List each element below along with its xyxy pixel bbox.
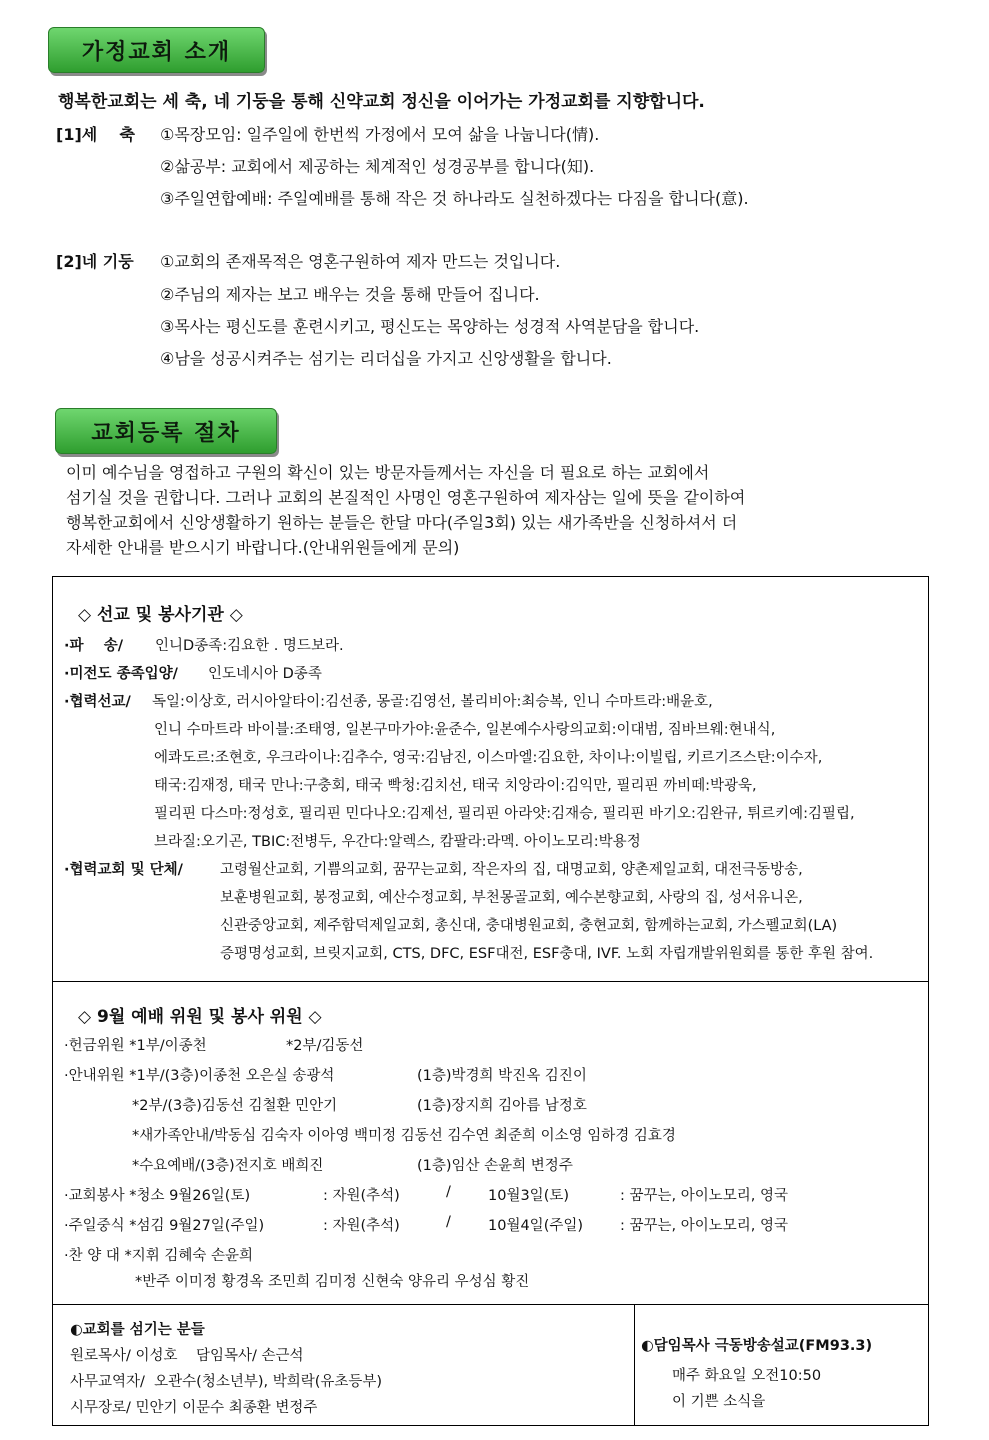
usher-line-2: (1층)박경희 박진옥 김진이 (417, 1068, 587, 1084)
pillar-item: ③목사는 평신도를 훈련시키고, 평신도는 목양하는 성경적 사역분담을 합니다. (160, 317, 700, 336)
church-line: 증평명성교회, 브릿지교회, CTS, DFC, ESF대전, ESF충대, IVF. 노회 자립개발위원회를 통한 후원 참여. (220, 946, 874, 962)
choir-line-2: *반주 이미정 황경옥 조민희 김미정 신현숙 양유리 우성심 황진 (135, 1274, 530, 1290)
axes-label: [1]세 축 (56, 125, 135, 144)
church-line: 고령월산교회, 기쁨의교회, 꿈꾸는교회, 작은자의 집, 대명교회, 양촌제일교회, 대전극동방송, (220, 862, 803, 878)
wednesday-line-2: (1층)임산 손윤희 변정주 (417, 1158, 573, 1174)
axis-item: ③주일연합예배: 주일예배를 통해 작은 것 하나라도 실천하겠다는 다짐을 합니다(意). (160, 189, 749, 208)
lunch-line-e: : 꿈꾸는, 아이노모리, 영국 (620, 1218, 789, 1234)
coop-line: 에콰도르:조현호, 우크라이나:김추수, 영국:김남진, 이스마엘:김요한, 차이나:이빌립, 키르기즈스탄:이수자, (154, 750, 823, 766)
worship-title: ◇ 9월 예배 위원 및 봉사 위원 ◇ (78, 1007, 322, 1027)
servants-row: 사무교역자/ 오관수(청소년부), 박희락(유초등부) (70, 1374, 383, 1390)
servants-title: ◐교회를 섬기는 분들 (70, 1322, 205, 1338)
offering-line: ·헌금위원 *1부/이종천 (64, 1038, 207, 1054)
mission-title: ◇ 선교 및 봉사기관 ◇ (78, 605, 243, 625)
box-divider (52, 1304, 929, 1305)
coop-line: 브라질:오기곤, TBIC:전병두, 우간다:알렉스, 캄팔라:라멕. 아이노모리:박용정 (154, 834, 641, 850)
cleaning-line-e: : 꿈꾸는, 아이노모리, 영국 (620, 1188, 789, 1204)
coop-line: 태국:김재정, 태국 만나:구충회, 태국 빡청:김치선, 태국 치앙라이:김익만, 필리핀 까비떼:박광욱, (154, 778, 757, 794)
cleaning-line-b: : 자원(추석) (323, 1188, 400, 1204)
registration-paragraph-line: 섬기실 것을 권합니다. 그러나 교회의 본질적인 사명인 영혼구원하여 제자삼는 일에 뜻을 같이하여 (66, 488, 746, 507)
pillars-label: [2]네 기둥 (56, 252, 134, 271)
registration-paragraph-line: 이미 예수님을 영접하고 구원의 확신이 있는 방문자들께서는 자신을 더 필요로 하는 교회에서 (66, 463, 710, 482)
box-divider (52, 981, 929, 982)
servants-row: 시무장로/ 민안기 이문수 최종환 변정주 (70, 1400, 318, 1416)
wednesday-line: *수요예배/(3층)전지호 배희진 (132, 1158, 324, 1174)
registration-paragraph-line: 행복한교회에서 신앙생활하기 원하는 분들은 한달 마다(주일3회) 있는 새가족반을 신청하셔서 더 (66, 513, 738, 532)
lunch-line-d: 10월4일(주일) (488, 1218, 584, 1234)
section-header-registration-label: 교회등록 절차 (91, 420, 241, 446)
usher-line: *2부/(3층)김동선 김철환 민안기 (132, 1098, 338, 1114)
choir-line: ·찬 양 대 *지휘 김혜숙 손윤희 (64, 1248, 253, 1264)
house-church-lead: 행복한교회는 세 축, 네 기둥을 통해 신약교회 정신을 이어가는 가정교회를 지향합니다. (58, 92, 705, 112)
axis-item: ①목장모임: 일주일에 한번씩 가정에서 모여 삶을 나눕니다(情). (160, 125, 600, 144)
church-line: 신관중앙교회, 제주함덕제일교회, 총신대, 충대병원교회, 충현교회, 함께하는교회, 가스펠교회(LA) (220, 918, 838, 934)
section-header-house-church (48, 27, 265, 73)
coop-line: 독일:이상호, 러시아알타이:김선종, 몽골:김영선, 볼리비아:최승복, 인니 수마트라:배윤호, (152, 694, 713, 710)
broadcast-time: 매주 화요일 오전10:50 (672, 1368, 822, 1384)
usher-line-2: (1층)장지희 김아름 남정호 (417, 1098, 587, 1114)
churches-label: ·협력교회 및 단체/ (64, 862, 183, 878)
pillar-item: ②주님의 제자는 보고 배우는 것을 통해 만들어 집니다. (160, 285, 540, 304)
offering-line-2: *2부/김동선 (286, 1038, 364, 1054)
lunch-line: ·주일중식 *섬김 9월27일(주일) (64, 1218, 265, 1234)
usher-line: ·안내위원 *1부/(3층)이종천 오은실 송광석 (64, 1068, 335, 1084)
cleaning-line-d: 10월3일(토) (488, 1188, 570, 1204)
cleaning-line-c: / (446, 1184, 451, 1200)
section-header-registration (55, 408, 277, 454)
broadcast-program: 이 기쁜 소식을 (672, 1394, 766, 1410)
axis-item: ②삶공부: 교회에서 제공하는 체계적인 성경공부를 합니다(知). (160, 157, 595, 176)
cleaning-line: ·교회봉사 *청소 9월26일(토) (64, 1188, 251, 1204)
unreached-value: 인도네시아 D종족 (208, 666, 322, 682)
church-line: 보훈병원교회, 봉정교회, 예산수정교회, 부천몽골교회, 예수본향교회, 사랑의 집, 성서유니온, (220, 890, 803, 906)
coop-line: 인니 수마트라 바이블:조태영, 일본구마가야:윤준수, 일본예수사랑의교회:이대범, 짐바브웨:현내식, (154, 722, 776, 738)
coop-line: 필리핀 다스마:정성호, 필리핀 민다나오:김제선, 필리핀 아라얏:김재승, 필리핀 바기오:김완규, 튀르키예:김필립, (154, 806, 855, 822)
pillar-item: ①교회의 존재목적은 영혼구원하여 제자 만드는 것입니다. (160, 252, 561, 271)
section-header-house-church-label: 가정교회 소개 (81, 39, 232, 65)
servants-row: 원로목사/ 이성호 담임목사/ 손근석 (70, 1348, 304, 1364)
pillar-item: ④남을 성공시켜주는 섬기는 리더십을 가지고 신앙생활을 합니다. (160, 349, 612, 368)
newcomer-line: *새가족안내/박동심 김숙자 이아영 백미정 김동선 김수연 최준희 이소영 임하경 김효경 (132, 1128, 676, 1144)
dispatch-value: 인니D종족:김요한 . 명드보라. (155, 638, 344, 654)
unreached-label: ·미전도 종족입양/ (64, 666, 178, 682)
lunch-line-c: / (446, 1214, 451, 1230)
coop-label: ·협력선교/ (64, 694, 131, 710)
dispatch-label: ·파 송/ (64, 638, 124, 654)
registration-paragraph-line: 자세한 안내를 받으시기 바랍니다.(안내위원들에게 문의) (66, 538, 460, 557)
lunch-line-b: : 자원(추석) (323, 1218, 400, 1234)
broadcast-title: ◐담임목사 극동방송설교(FM93.3) (641, 1338, 873, 1354)
box-divider (634, 1304, 635, 1426)
